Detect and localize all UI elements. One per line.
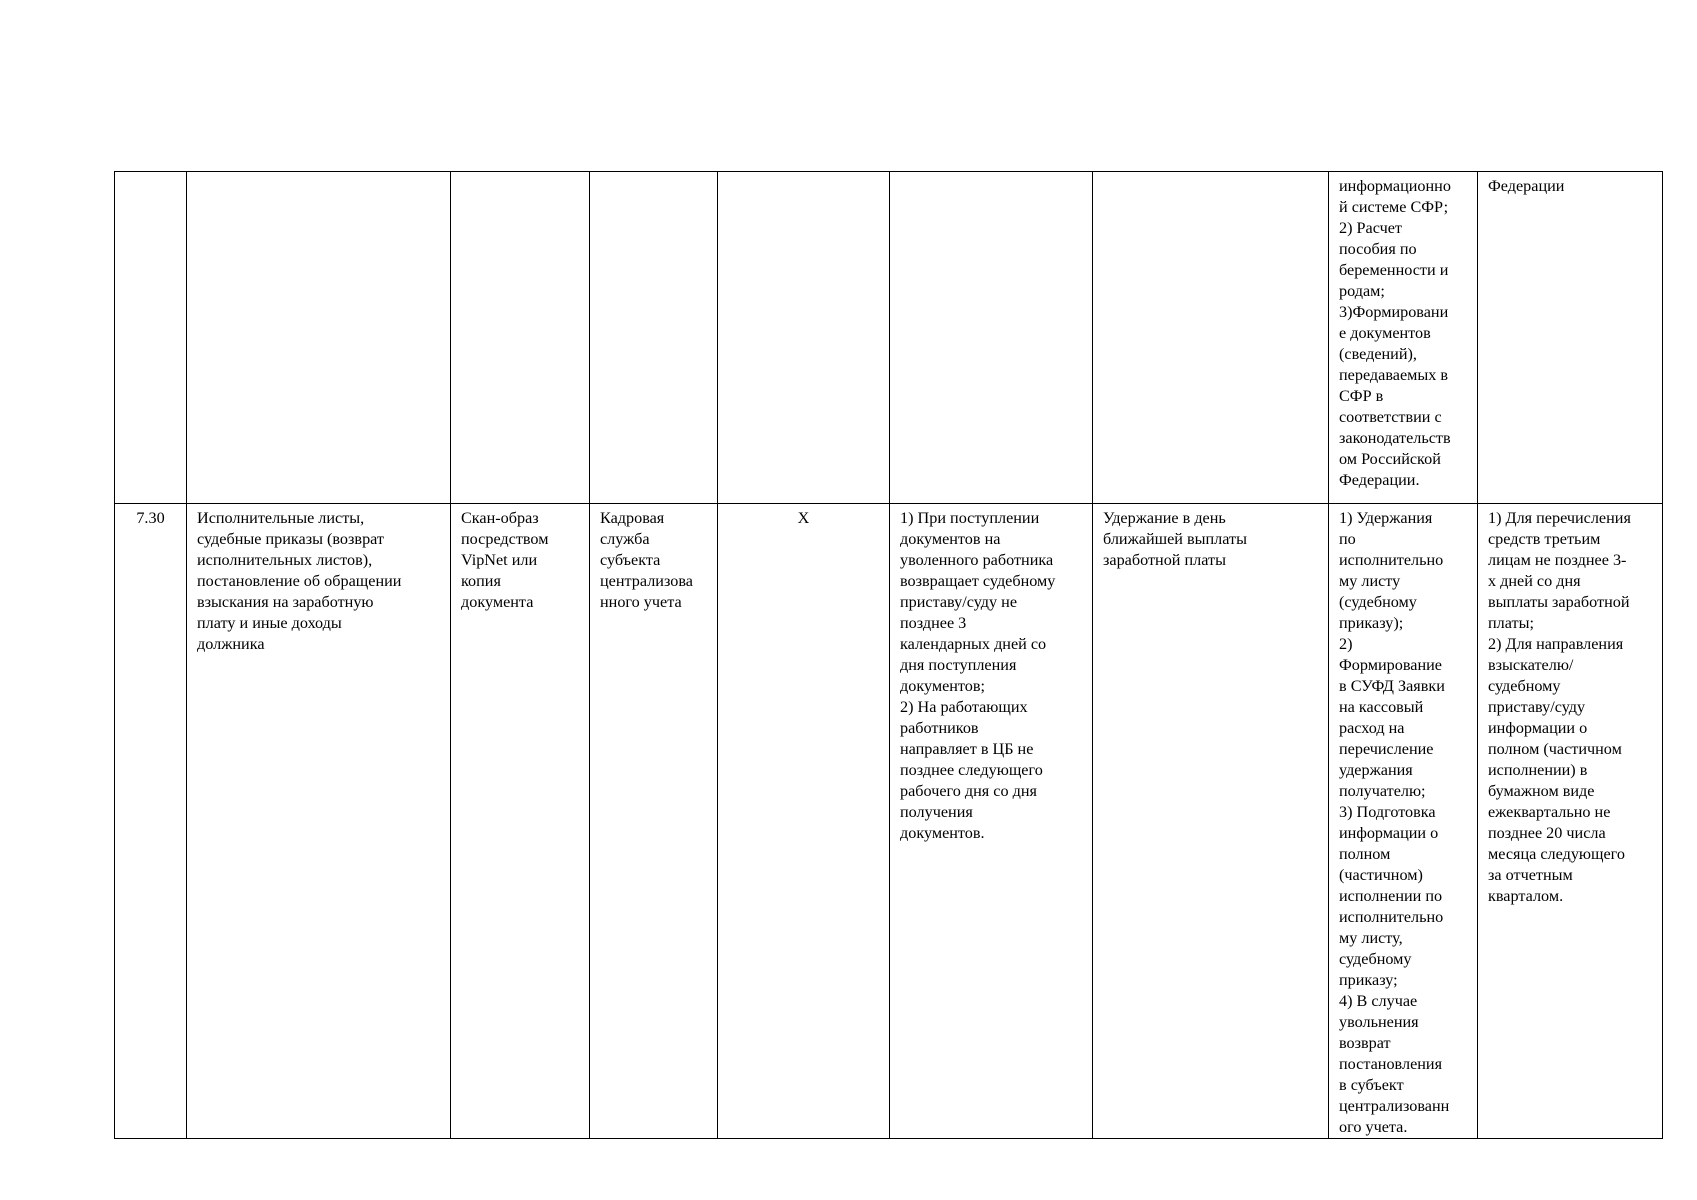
cell-actions: 1) Удержания по исполнительно му листу (судебному приказу); 2) Формирование в СУФД Заявки на кассовый расход на перечисление удержания получателю; 3) Подготовка информации о полном (частичном) исполнении по исполнительно му листу, судебному приказу; 4) В случае увольнения возврат постановления в субъект централизованн ого учета. <box>1329 504 1478 1139</box>
table-row-7-30 <box>115 504 1663 1139</box>
cell-submission-deadline <box>890 172 1093 504</box>
cell-document-name: Исполнительные листы, судебные приказы (возврат исполнительных листов), постановление об обращении взыскания на заработную плату и иные доходы должника <box>187 504 451 1139</box>
cell-processing-term: Удержание в день ближайшей выплаты заработной платы <box>1093 504 1329 1139</box>
cell-number <box>115 172 187 504</box>
cell-responsible <box>590 172 718 504</box>
cell-responsible: Кадровая служба субъекта централизова нного учета <box>590 504 718 1139</box>
cell-number: 7.30 <box>115 504 187 1139</box>
cell-document-name <box>187 172 451 504</box>
cell-processing-term <box>1093 172 1329 504</box>
cell-submission-deadline: 1) При поступлении документов на уволенного работника возвращает судебному приставу/суду не позднее 3 календарных дней со дня поступления документов; 2) На работающих работников направляет в ЦБ не позднее следующего рабочего дня со дня получения документов. <box>890 504 1093 1139</box>
cell-document-form: Скан-образ посредством VipNet или копия документа <box>451 504 590 1139</box>
cell-mark: Х <box>718 504 890 1139</box>
cell-document-form <box>451 172 590 504</box>
regulation-table <box>114 171 1663 1139</box>
table-row-continuation <box>115 172 1663 504</box>
cell-mark <box>718 172 890 504</box>
cell-actions: информационно й системе СФР; 2) Расчет пособия по беременности и родам; 3)Формировани е документов (сведений), передаваемых в СФР в соответствии с законодательств ом Российской Федерации. <box>1329 172 1478 504</box>
cell-result-deadline: 1) Для перечисления средств третьим лицам не позднее 3- х дней со дня выплаты заработной платы; 2) Для направления взыскателю/ судебному приставу/суду информации о полном (частичном исполнении) в бумажном виде ежеквартально не позднее 20 числа месяца следующего за отчетным кварталом. <box>1478 504 1663 1139</box>
cell-result-deadline: Федерации <box>1478 172 1663 504</box>
